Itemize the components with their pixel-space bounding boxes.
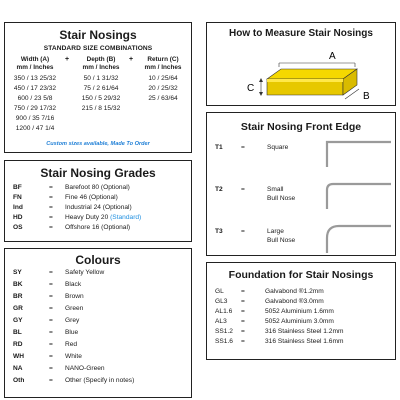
- colours-panel: [4, 248, 192, 398]
- colour-code: BK: [13, 281, 23, 288]
- colour-row: [5, 316, 191, 325]
- depth-value: 150 / 5 29/32: [81, 95, 121, 102]
- equals-sign: =: [49, 329, 53, 336]
- equals-sign: =: [241, 298, 245, 305]
- colour-row: [5, 268, 191, 277]
- foundation-desc: 5052 Aluminium 3.0mm: [265, 318, 334, 325]
- colour-row: [5, 304, 191, 313]
- foundation-code: SS1.6: [215, 338, 233, 345]
- grade-desc: Industrial 24 (Optional): [65, 204, 132, 211]
- foundation-desc: 316 Stainless Steel 1.6mm: [265, 338, 344, 345]
- foundation-desc: 5052 Aluminium 1.6mm: [265, 308, 334, 315]
- grade-row: [5, 223, 191, 232]
- colour-code: GY: [13, 317, 23, 324]
- colours-title: Colours: [75, 253, 121, 267]
- return-header: [135, 56, 191, 72]
- grade-desc: Barefoot 80 (Optional): [65, 184, 130, 191]
- front-edge-title: Stair Nosing Front Edge: [240, 121, 362, 133]
- colour-code: WH: [13, 353, 24, 360]
- edge-code: T2: [215, 186, 223, 193]
- colour-desc: Black: [65, 281, 82, 288]
- grade-row: [5, 203, 191, 212]
- equals-sign: =: [241, 318, 245, 325]
- width-value: 450 / 17 23/32: [13, 85, 57, 92]
- plus-sign: +: [65, 56, 70, 63]
- colour-row: [5, 280, 191, 289]
- grade-row: [5, 193, 191, 202]
- equals-sign: =: [49, 353, 53, 360]
- width-header-text: Width (A) mm / Inches: [16, 56, 54, 71]
- label-b: B: [363, 91, 370, 102]
- colour-row: [5, 352, 191, 361]
- nosing-highlight: [267, 79, 343, 82]
- grade-desc-text: Heavy Duty 20: [65, 214, 109, 221]
- standard-tag: (Standard): [110, 214, 142, 221]
- foundation-code: SS1.2: [215, 328, 233, 335]
- equals-sign: =: [241, 144, 245, 151]
- width-value: 900 / 35 7/16: [15, 115, 55, 122]
- colour-desc: White: [65, 353, 82, 360]
- depth-value: 215 / 8 15/32: [81, 105, 121, 112]
- measure-title: How to Measure Stair Nosings: [229, 28, 373, 39]
- foundation-panel: [206, 262, 396, 360]
- foundation-title: Foundation for Stair Nosings: [228, 269, 374, 281]
- label-c: C: [247, 83, 255, 94]
- arrow-up-icon: [259, 78, 263, 82]
- foundation-row: [207, 327, 395, 336]
- large-bullnose-profile: [327, 226, 391, 253]
- equals-sign: =: [241, 228, 245, 235]
- equals-sign: =: [49, 214, 53, 221]
- equals-sign: =: [49, 269, 53, 276]
- foundation-desc: Galvabond ®3.0mm: [265, 298, 324, 305]
- colour-desc: Safety Yellow: [65, 269, 105, 276]
- grade-desc: [65, 213, 141, 222]
- equals-sign: =: [49, 281, 53, 288]
- foundation-code: GL: [215, 288, 224, 295]
- arrow-down-icon: [259, 92, 263, 96]
- foundation-code: AL3: [215, 318, 227, 325]
- grade-code: OS: [13, 224, 23, 231]
- colour-code: SY: [13, 269, 22, 276]
- colour-desc: NANO-Green: [65, 365, 105, 372]
- colour-row: [5, 376, 191, 385]
- width-value: 750 / 29 17/32: [13, 105, 57, 112]
- grades-panel: [4, 160, 192, 242]
- equals-sign: =: [49, 184, 53, 191]
- small-bullnose-profile: [327, 184, 391, 209]
- edge-desc-line1: Large: [267, 228, 284, 235]
- colour-row: [5, 328, 191, 337]
- equals-sign: =: [241, 288, 245, 295]
- return-value: 20 / 25/32: [148, 85, 178, 92]
- foundation-desc: 316 Stainless Steel 1.2mm: [265, 328, 344, 335]
- custom-sizes-note: Custom sizes available, Made To Order: [46, 141, 150, 147]
- grades-title: Stair Nosing Grades: [40, 166, 156, 180]
- colour-desc: Blue: [65, 329, 79, 336]
- width-header: [7, 56, 63, 72]
- edge-desc-line2: Bull Nose: [267, 195, 296, 202]
- colour-code: RD: [13, 341, 23, 348]
- colour-code: NA: [13, 365, 23, 372]
- colour-desc: Brown: [65, 293, 84, 300]
- edge-desc: Square: [267, 144, 289, 151]
- return-header-text: Return (C) mm / Inches: [144, 56, 182, 71]
- colour-code: GR: [13, 305, 23, 312]
- foundation-row: [207, 297, 395, 306]
- depth-value: 75 / 2 61/64: [83, 85, 119, 92]
- return-value: 25 / 63/64: [148, 95, 178, 102]
- equals-sign: =: [49, 194, 53, 201]
- equals-sign: =: [49, 224, 53, 231]
- grade-code: FN: [13, 194, 22, 201]
- equals-sign: =: [49, 341, 53, 348]
- front-edge-panel: [206, 112, 396, 256]
- foundation-code: GL3: [215, 298, 228, 305]
- depth-value: 50 / 1 31/32: [83, 75, 119, 82]
- colour-row: [5, 292, 191, 301]
- grade-desc: Offshore 16 (Optional): [65, 224, 131, 231]
- width-value: 350 / 13 25/32: [13, 75, 57, 82]
- equals-sign: =: [49, 317, 53, 324]
- foundation-desc: Galvabond ®1.2mm: [265, 288, 324, 295]
- depth-header-text: Depth (B) mm / Inches: [82, 56, 120, 71]
- width-value: 600 / 23 5/8: [17, 95, 53, 102]
- depth-header: [73, 56, 129, 72]
- foundation-code: AL1.6: [215, 308, 233, 315]
- colour-code: BL: [13, 329, 22, 336]
- nosing-dimension-diagram: [207, 23, 397, 107]
- equals-sign: =: [49, 377, 53, 384]
- sizes-subtitle: STANDARD SIZE COMBINATIONS: [43, 45, 153, 52]
- colour-code: BR: [13, 293, 23, 300]
- colour-desc: Red: [65, 341, 78, 348]
- colour-desc: Green: [65, 305, 84, 312]
- return-value: 10 / 25/64: [148, 75, 178, 82]
- equals-sign: =: [49, 365, 53, 372]
- equals-sign: =: [49, 293, 53, 300]
- colour-code: Oth: [13, 377, 25, 384]
- label-a: A: [329, 51, 336, 62]
- colour-desc: Other (Specify in notes): [65, 377, 135, 384]
- equals-sign: =: [241, 186, 245, 193]
- edge-code: T1: [215, 144, 223, 151]
- colour-row: [5, 364, 191, 373]
- grade-row: [5, 183, 191, 192]
- grade-code: Ind: [13, 204, 23, 211]
- colour-row: [5, 340, 191, 349]
- sizes-title: Stair Nosings: [59, 28, 137, 42]
- square-edge-profile: [327, 142, 391, 167]
- grade-desc: Fine 46 (Optional): [65, 194, 118, 201]
- colour-desc: Grey: [65, 317, 80, 324]
- grade-row: [5, 213, 191, 222]
- nosing-top-face: [267, 69, 357, 79]
- equals-sign: =: [241, 328, 245, 335]
- equals-sign: =: [49, 305, 53, 312]
- equals-sign: =: [241, 308, 245, 315]
- plus-sign: +: [129, 56, 134, 63]
- sizes-panel: [4, 22, 192, 153]
- edge-desc-line2: Bull Nose: [267, 237, 296, 244]
- edge-code: T3: [215, 228, 223, 235]
- measure-panel: [206, 22, 396, 106]
- foundation-row: [207, 287, 395, 296]
- foundation-row: [207, 307, 395, 316]
- grade-code: HD: [13, 214, 23, 221]
- edge-profiles: [207, 113, 397, 257]
- edge-desc-line1: Small: [267, 186, 284, 193]
- equals-sign: =: [241, 338, 245, 345]
- foundation-row: [207, 337, 395, 346]
- foundation-row: [207, 317, 395, 326]
- width-value: 1200 / 47 1/4: [15, 125, 55, 132]
- grade-code: BF: [13, 184, 22, 191]
- equals-sign: =: [49, 204, 53, 211]
